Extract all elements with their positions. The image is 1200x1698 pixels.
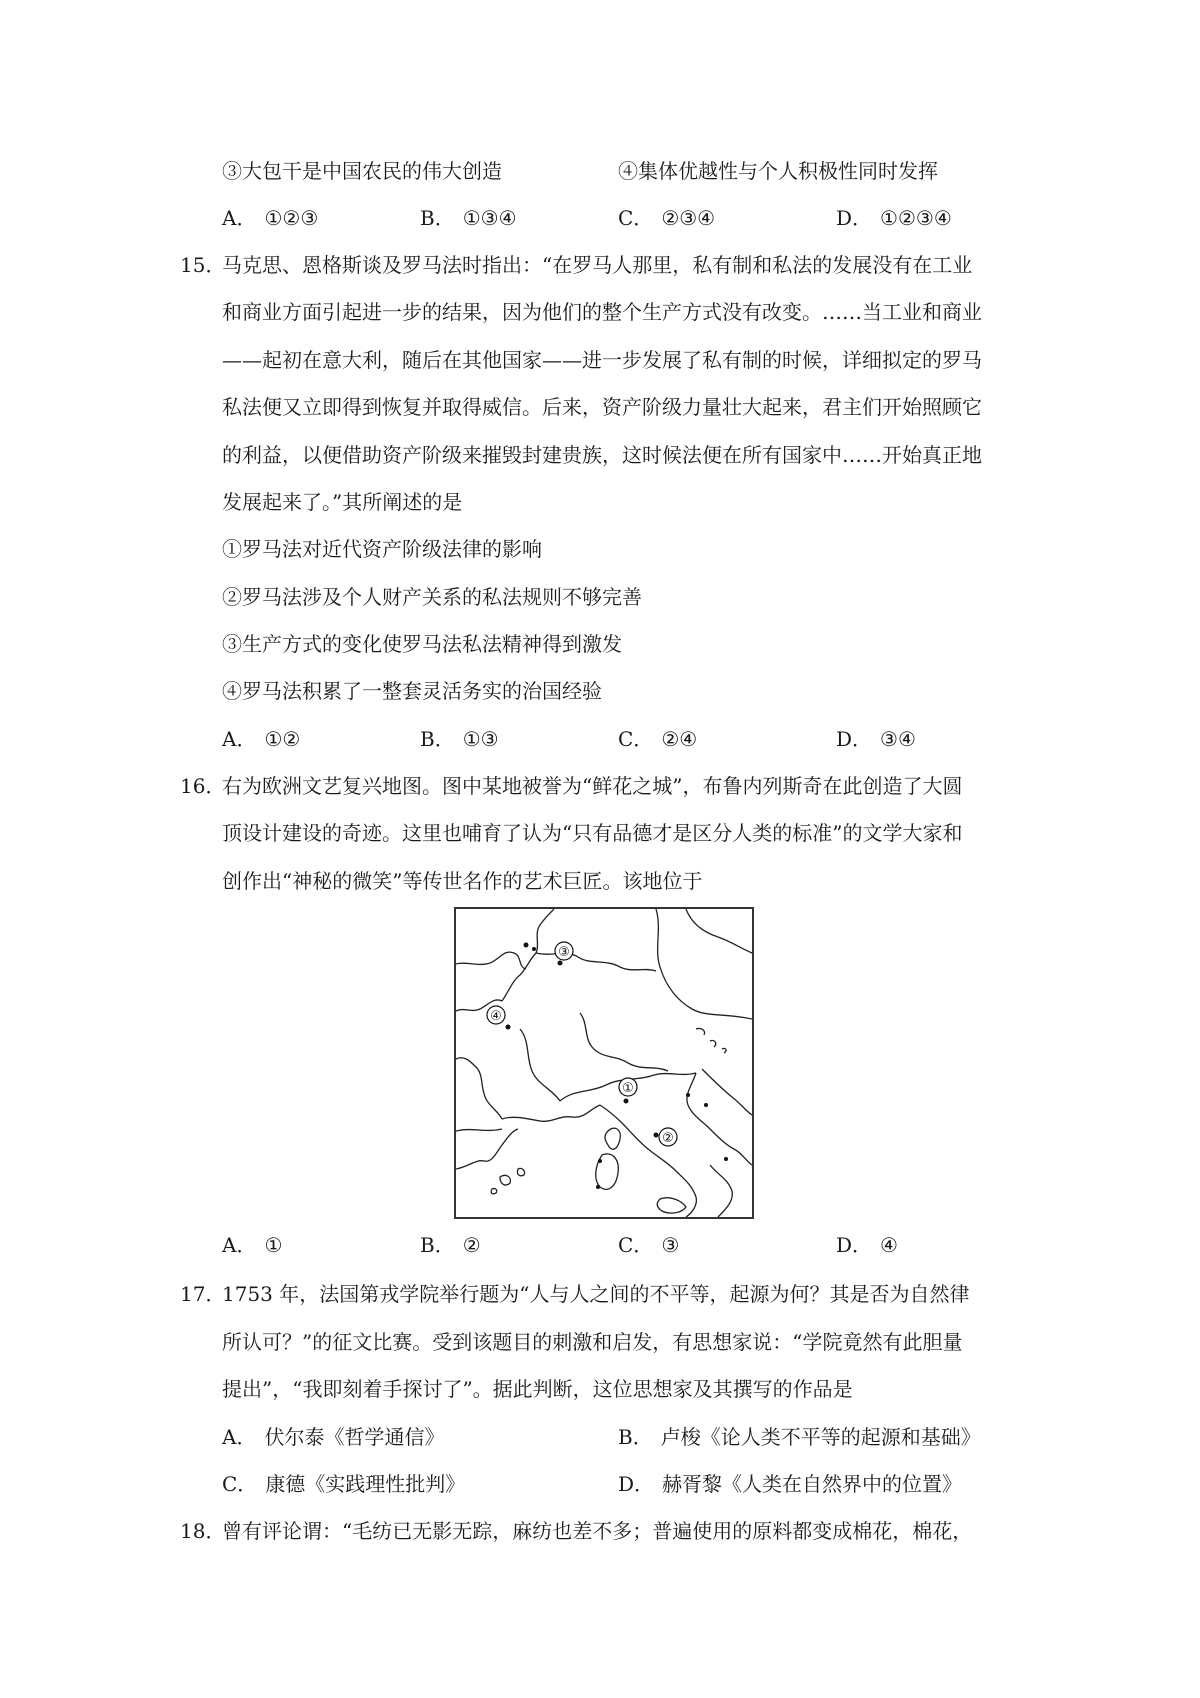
q17-option-d[interactable] [618,1469,962,1499]
option-text: ③ [661,1233,680,1257]
option-text: ①②③④ [880,206,952,230]
q15-statement-2: ②罗马法涉及个人财产关系的私法规则不够完善 [222,585,642,609]
q17-stem-line: 所认可？”的征文比赛。受到该题目的刺激和启发，有思想家说：“学院竟然有此胆量 [222,1330,963,1354]
q15-statement-3: ③生产方式的变化使罗马法私法精神得到激发 [222,632,622,656]
option-label: B． [420,1233,455,1257]
option-label: B． [618,1425,653,1449]
svg-text:③: ③ [558,945,570,960]
option-text: ①②③ [264,206,319,230]
map-marker-1 [619,1078,637,1096]
option-text: ①③ [462,727,499,751]
q15-option-d[interactable] [836,724,916,754]
q16-option-a[interactable] [222,1230,282,1260]
renaissance-map [454,907,754,1219]
q14-option-c[interactable] [618,203,715,233]
option-label: A． [222,1233,257,1257]
q17-option-c[interactable] [222,1469,465,1499]
map-marker-4 [487,1006,505,1024]
q15-stem-line: ——起初在意大利，随后在其他国家——进一步发展了私有制的时候，详细拟定的罗马 [222,348,982,372]
q17-stem-line: 1753 年，法国第戎学院举行题为“人与人之间的不平等，起源为何？其是否为自然律 [222,1282,970,1306]
q18-number: 18． [180,1519,226,1543]
option-label: C． [222,1472,258,1496]
q16-stem-line: 顶设计建设的奇迹。这里也哺育了认为“只有品德才是区分人类的标准”的文学大家和 [222,821,963,845]
q14-option-a[interactable] [222,203,318,233]
option-text: ①③④ [462,206,517,230]
option-text: 康德《实践理性批判》 [265,1472,466,1496]
q15-statement-4: ④罗马法积累了一整套灵活务实的治国经验 [222,679,602,703]
q16-stem-line: 创作出“神秘的微笑”等传世名作的艺术巨匠。该地位于 [222,869,703,893]
q16-number: 16． [180,774,226,798]
q16-option-c[interactable] [618,1230,679,1260]
q15-stem-line: 私法便又立即得到恢复并取得威信。后来，资产阶级力量壮大起来，君主们开始照顾它 [222,395,982,419]
q15-stem-line: 和商业方面引起进一步的结果，因为他们的整个生产方式没有改变。……当工业和商业 [222,300,982,324]
option-label: D． [618,1472,655,1496]
q15-stem-line: 马克思、恩格斯谈及罗马法时指出：“在罗马人那里，私有制和私法的发展没有在工业 [222,253,973,277]
option-text: ④ [880,1233,898,1257]
option-label: A． [222,727,257,751]
map-drawing [456,909,752,1217]
q15-stem-line: 的利益，以便借助资产阶级来摧毁封建贵族，这时候法便在所有国家中……开始真正地 [222,443,982,467]
option-label: C． [618,727,654,751]
q15-option-c[interactable] [618,724,697,754]
q15-stem-line: 发展起来了。”其所阐述的是 [222,490,463,514]
option-label: A． [222,206,257,230]
q16-stem-line: 右为欧洲文艺复兴地图。图中某地被誉为“鲜花之城”，布鲁内列斯奇在此创造了大圆 [222,774,963,798]
map-marker-2 [659,1128,677,1146]
option-label: A． [222,1425,257,1449]
option-text: ② [462,1233,481,1257]
option-label: B． [420,727,455,751]
q15-option-b[interactable] [420,724,499,754]
option-text: ②④ [661,727,698,751]
q18-stem-line: 曾有评论谓：“毛纺已无影无踪，麻纺也差不多；普遍使用的原料都变成棉花，棉花， [222,1519,973,1543]
q17-option-b[interactable] [618,1422,981,1452]
q15-option-a[interactable] [222,724,300,754]
svg-text:④: ④ [490,1009,502,1024]
q14-statement-4: ④集体优越性与个人积极性同时发挥 [618,159,938,183]
q17-number: 17． [180,1282,226,1306]
option-text: ① [264,1233,283,1257]
q14-option-d[interactable] [836,203,952,233]
option-text: 卢梭《论人类不平等的起源和基础》 [660,1425,981,1449]
q14-option-b[interactable] [420,203,517,233]
option-label: B． [420,206,455,230]
q15-statement-1: ①罗马法对近代资产阶级法律的影响 [222,537,542,561]
option-label: C． [618,1233,654,1257]
svg-text:②: ② [662,1131,674,1146]
q16-option-b[interactable] [420,1230,481,1260]
option-text: 赫胥黎《人类在自然界中的位置》 [662,1472,963,1496]
q16-option-d[interactable] [836,1230,898,1260]
q17-stem-line: 提出”，“我即刻着手探讨了”。据此判断，这位思想家及其撰写的作品是 [222,1377,853,1401]
option-text: ①② [264,727,301,751]
option-text: ②③④ [661,206,716,230]
option-text: ③④ [880,727,916,751]
q14-statement-3: ③大包干是中国农民的伟大创造 [222,159,502,183]
option-label: C． [618,206,654,230]
map-marker-3 [555,942,573,960]
option-text: 伏尔泰《哲学通信》 [264,1425,445,1449]
option-label: D． [836,727,873,751]
option-label: D． [836,206,873,230]
svg-text:①: ① [622,1081,634,1096]
q15-number: 15． [180,253,226,277]
option-label: D． [836,1233,873,1257]
q17-option-a[interactable] [222,1422,444,1452]
